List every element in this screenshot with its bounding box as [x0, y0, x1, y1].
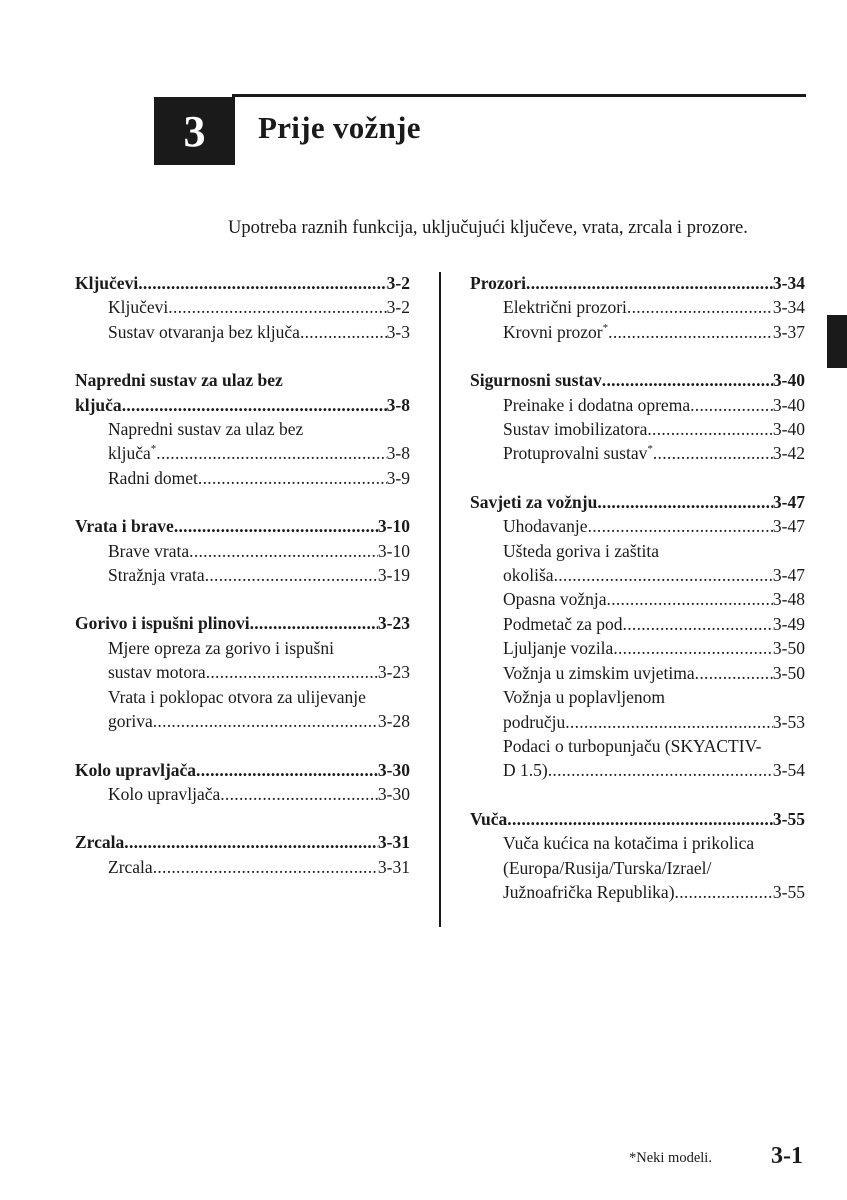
dot-leader — [548, 758, 773, 782]
toc-entry-title: Stražnja vrata — [108, 565, 205, 586]
dot-leader — [153, 709, 378, 733]
dot-leader — [196, 758, 378, 782]
toc-sub-entry[interactable] — [75, 563, 410, 587]
toc-page-ref: 3-34 — [772, 297, 805, 318]
toc-page-ref: 3-19 — [377, 565, 410, 586]
dot-leader — [174, 514, 378, 538]
toc-sub-entry — [75, 685, 410, 709]
chapter-number: 3 — [183, 106, 206, 156]
dot-leader — [122, 393, 387, 417]
toc-entry-title: sustav motora — [108, 662, 206, 683]
toc-page-ref: 3-30 — [377, 759, 410, 780]
chapter-number-box — [154, 97, 235, 165]
toc-page-ref: 3-47 — [772, 516, 805, 537]
toc-sub-entry[interactable] — [470, 758, 805, 782]
toc-sub-entry[interactable] — [470, 661, 805, 685]
toc-entry-title: Električni prozori — [503, 297, 627, 318]
toc-entry-title: Opasna vožnja — [503, 589, 607, 610]
toc-heading-entry — [75, 368, 410, 392]
asterisk-marker: * — [602, 321, 609, 334]
chapter-intro: Upotreba raznih funkcija, uključujući ključeve, vrata, zrcala i prozore. — [228, 218, 748, 238]
toc-sub-entry[interactable] — [470, 514, 805, 538]
dot-leader — [607, 587, 773, 611]
toc-entry-title: Sustav imobilizatora — [503, 419, 648, 440]
toc-section — [75, 514, 410, 587]
dot-leader — [156, 441, 386, 465]
toc-entry-title: Uhodavanje — [503, 516, 588, 537]
toc-page-ref: 3-50 — [772, 662, 805, 683]
toc-sub-entry[interactable] — [470, 880, 805, 904]
toc-entry-title: Ušteda goriva i zaštita — [503, 540, 659, 561]
dot-leader — [206, 660, 378, 684]
dot-leader — [695, 661, 773, 685]
page-number: 3-1 — [771, 1143, 803, 1169]
toc-page-ref: 3-50 — [772, 638, 805, 659]
toc-entry-title: Ključevi — [75, 273, 139, 293]
toc-sub-entry[interactable] — [75, 539, 410, 563]
toc-section — [470, 368, 805, 466]
dot-leader — [602, 368, 773, 392]
toc-section — [470, 807, 805, 905]
dot-leader — [653, 441, 773, 465]
dot-leader — [565, 710, 773, 734]
toc-entry-title: Napredni sustav za ulaz bez — [75, 370, 283, 391]
toc-heading-entry[interactable] — [75, 271, 410, 295]
toc-page-ref: 3-8 — [386, 443, 410, 464]
toc-section — [75, 611, 410, 733]
toc-entry-title: Podaci o turbopunjaču (SKYACTIV- — [503, 735, 762, 756]
toc-page-ref: 3-2 — [386, 273, 410, 293]
toc-entry-title: Južnoafrička Republika) — [503, 881, 675, 902]
toc-page-ref: 3-47 — [772, 565, 805, 586]
toc-page-ref: 3-28 — [377, 711, 410, 732]
toc-sub-entry[interactable] — [470, 320, 805, 344]
toc-heading-entry[interactable] — [75, 393, 410, 417]
toc-page-ref: 3-23 — [377, 613, 410, 634]
toc-left-column — [75, 271, 410, 903]
toc-page-ref: 3-23 — [377, 662, 410, 683]
toc-entry-title: (Europa/Rusija/Turska/Izrael/ — [503, 857, 712, 878]
dot-leader — [124, 830, 378, 854]
toc-page-ref: 3-53 — [772, 711, 805, 732]
toc-sub-entry — [75, 417, 410, 441]
toc-entry-title: okoliša — [503, 565, 554, 586]
toc-heading-entry[interactable] — [75, 611, 410, 635]
dot-leader — [189, 539, 378, 563]
chapter-thumb-tab — [827, 315, 847, 368]
dot-leader — [554, 563, 773, 587]
toc-sub-entry[interactable] — [470, 563, 805, 587]
dot-leader — [220, 782, 378, 806]
toc-page-ref: 3-54 — [772, 760, 805, 781]
toc-page-ref: 3-31 — [377, 856, 410, 877]
toc-page-ref: 3-34 — [772, 273, 805, 293]
toc-heading-entry[interactable] — [470, 807, 805, 831]
toc-section — [470, 490, 805, 783]
dot-leader — [588, 514, 773, 538]
toc-heading-entry[interactable] — [470, 490, 805, 514]
chapter-title: Prije vožnje — [258, 110, 421, 145]
toc-entry-title: Brave vrata — [108, 540, 190, 561]
toc-entry-title: ključa* — [108, 443, 157, 464]
toc-entry-title: Protuprovalni sustav* — [503, 443, 653, 464]
toc-entry-title: Zrcala — [108, 856, 153, 877]
toc-heading-entry[interactable] — [470, 271, 805, 295]
toc-section — [75, 830, 410, 879]
toc-page-ref: 3-49 — [772, 613, 805, 634]
toc-sub-entry[interactable] — [470, 417, 805, 441]
toc-sub-entry[interactable] — [470, 612, 805, 636]
toc-entry-title: Vrata i brave — [75, 516, 174, 537]
toc-sub-entry[interactable] — [75, 441, 410, 465]
toc-page-ref: 3-48 — [772, 589, 805, 610]
toc-entry-title: Podmetač za pod — [503, 613, 623, 634]
dot-leader — [608, 320, 773, 344]
dot-leader — [300, 320, 387, 344]
toc-entry-title: Napredni sustav za ulaz bez — [108, 419, 304, 440]
toc-sub-entry — [470, 831, 805, 855]
chapter-top-rule — [232, 94, 806, 97]
toc-page-ref: 3-2 — [386, 297, 410, 318]
dot-leader — [507, 807, 773, 831]
toc-entry-title: Gorivo i ispušni plinovi — [75, 613, 250, 634]
toc-sub-entry — [470, 685, 805, 709]
toc-sub-entry[interactable] — [75, 709, 410, 733]
toc-right-column — [470, 271, 805, 928]
toc-sub-entry[interactable] — [75, 320, 410, 344]
dot-leader — [627, 295, 773, 319]
toc-entry-title: Vuča kućica na kotačima i prikolica — [503, 833, 755, 854]
toc-sub-entry[interactable] — [75, 782, 410, 806]
dot-leader — [168, 295, 386, 319]
toc-section — [75, 271, 410, 344]
dot-leader — [526, 271, 773, 295]
toc-sub-entry[interactable] — [75, 660, 410, 684]
toc-page-ref: 3-42 — [772, 443, 805, 464]
toc-entry-title: D 1.5) — [503, 760, 548, 781]
toc-entry-title: Savjeti za vožnju — [470, 491, 598, 512]
dot-leader — [250, 611, 378, 635]
toc-sub-entry[interactable] — [75, 466, 410, 490]
toc-page-ref: 3-37 — [772, 321, 805, 342]
toc-section — [75, 758, 410, 807]
dot-leader — [647, 417, 773, 441]
toc-sub-entry[interactable] — [470, 636, 805, 660]
toc-entry-title: Kolo upravljača — [75, 759, 197, 780]
toc-entry-title: ključa — [75, 394, 122, 415]
dot-leader — [690, 393, 773, 417]
toc-entry-title: Preinake i dodatna oprema — [503, 394, 691, 415]
dot-leader — [205, 563, 378, 587]
toc-entry-title: Vožnja u poplavljenom — [503, 687, 666, 708]
toc-sub-entry — [470, 539, 805, 563]
toc-page-ref: 3-10 — [377, 516, 410, 537]
dot-leader — [153, 855, 378, 879]
column-divider — [439, 272, 441, 927]
toc-page-ref: 3-40 — [772, 370, 805, 391]
toc-heading-entry[interactable] — [75, 758, 410, 782]
toc-sub-entry — [470, 856, 805, 880]
toc-entry-title: Prozori — [470, 273, 527, 293]
toc-page-ref: 3-9 — [386, 467, 410, 488]
toc-entry-title: Ključevi — [108, 297, 169, 318]
toc-sub-entry — [75, 636, 410, 660]
toc-entry-title: području — [503, 711, 566, 732]
toc-entry-title: Vrata i poklopac otvora za ulijevanje — [108, 686, 366, 707]
toc-page-ref: 3-55 — [772, 881, 805, 902]
toc-sub-entry[interactable] — [470, 393, 805, 417]
toc-page-ref: 3-47 — [772, 491, 805, 512]
toc-sub-entry[interactable] — [470, 587, 805, 611]
toc-page-ref: 3-55 — [772, 808, 805, 829]
toc-entry-title: Sustav otvaranja bez ključa — [108, 321, 300, 342]
toc-page-ref: 3-8 — [386, 394, 410, 415]
toc-page-ref: 3-10 — [377, 540, 410, 561]
toc-entry-title: Vuča — [470, 808, 508, 829]
toc-page-ref: 3-31 — [377, 832, 410, 853]
toc-entry-title: Zrcala — [75, 832, 125, 853]
dot-leader — [597, 490, 773, 514]
toc-sub-entry[interactable] — [75, 855, 410, 879]
toc-page-ref: 3-3 — [386, 321, 410, 342]
toc-entry-title: Ljuljanje vozila — [503, 638, 614, 659]
toc-entry-title: Vožnja u zimskim uvjetima — [503, 662, 695, 683]
toc-sub-entry[interactable] — [75, 295, 410, 319]
toc-page-ref: 3-30 — [377, 783, 410, 804]
dot-leader — [198, 466, 387, 490]
toc-page-ref: 3-40 — [772, 394, 805, 415]
toc-entry-title: Sigurnosni sustav — [470, 370, 602, 391]
toc-entry-title: Mjere opreza za gorivo i ispušni — [108, 637, 334, 658]
toc-entry-title: goriva — [108, 711, 153, 732]
toc-sub-entry — [470, 734, 805, 758]
toc-entry-title: Radni domet — [108, 467, 198, 488]
asterisk-marker: * — [647, 443, 653, 456]
toc-heading-entry[interactable] — [75, 514, 410, 538]
toc-entry-title: Krovni prozor* — [503, 321, 609, 342]
asterisk-marker: * — [150, 443, 157, 456]
dot-leader — [623, 612, 773, 636]
toc-entry-title: Kolo upravljača — [108, 783, 221, 804]
toc-sub-entry[interactable] — [470, 295, 805, 319]
dot-leader — [675, 880, 773, 904]
dot-leader — [613, 636, 773, 660]
dot-leader — [138, 271, 386, 295]
toc-sub-entry[interactable] — [470, 710, 805, 734]
toc-heading-entry[interactable] — [470, 368, 805, 392]
toc-heading-entry[interactable] — [75, 830, 410, 854]
toc-sub-entry[interactable] — [470, 441, 805, 465]
toc-section — [75, 368, 410, 490]
toc-page-ref: 3-40 — [772, 419, 805, 440]
footnote: *Neki modeli. — [629, 1150, 712, 1166]
toc-section — [470, 271, 805, 344]
